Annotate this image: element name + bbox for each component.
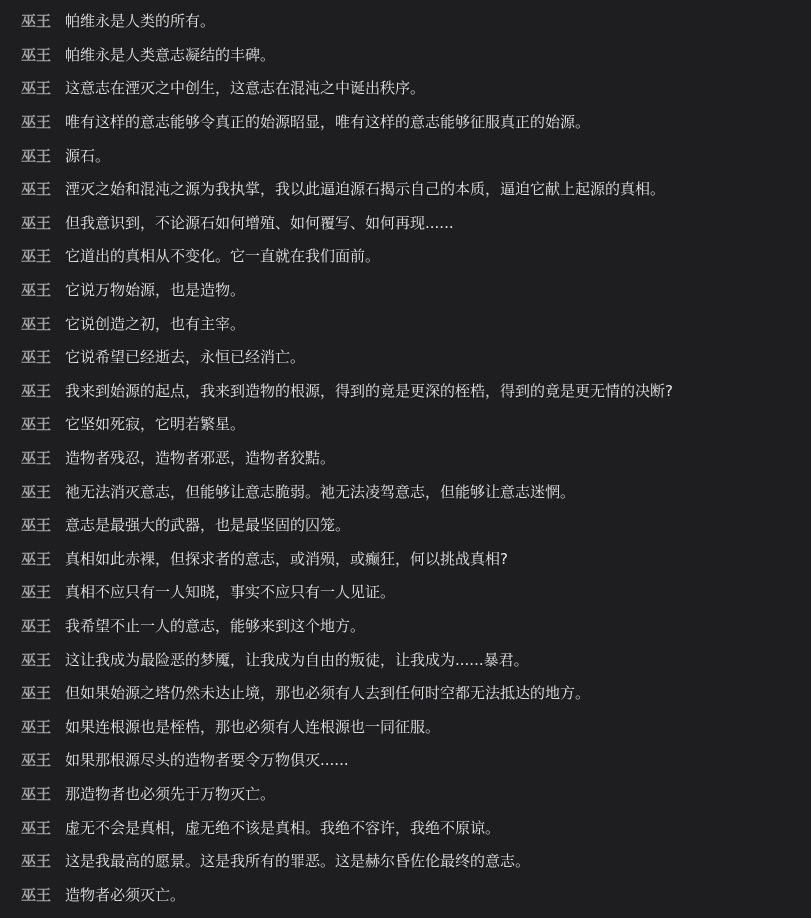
speaker-name: 巫王	[21, 213, 52, 232]
dialogue-line	[0, 441, 811, 475]
speaker-name: 巫王	[21, 549, 52, 568]
speaker-name: 巫王	[21, 852, 52, 871]
dialogue-line	[0, 709, 811, 743]
speaker-name: 巫王	[21, 314, 52, 333]
speaker-name: 巫王	[21, 516, 52, 535]
dialogue-line	[0, 38, 811, 72]
dialogue-line	[0, 877, 811, 911]
dialogue-line	[0, 777, 811, 811]
dialogue-text: 真相如此赤裸，但探求者的意志，或消殒，或癫狂，何以挑战真相?	[65, 549, 508, 568]
dialogue-line	[0, 508, 811, 542]
dialogue-line	[0, 138, 811, 172]
speaker-name: 巫王	[21, 616, 52, 635]
speaker-name: 巫王	[21, 348, 52, 367]
dialogue-text: 意志是最强大的武器，也是最坚固的囚笼。	[65, 516, 351, 535]
dialogue-text: 我来到始源的起点，我来到造物的根源，得到的竟是更深的桎梏，得到的竟是更无情的决断?	[65, 381, 673, 400]
dialogue-text: 它说万物始源，也是造物。	[65, 281, 246, 300]
dialogue-line	[0, 407, 811, 441]
dialogue-line	[0, 474, 811, 508]
dialogue-text: 真相不应只有一人知晓，事实不应只有一人见证。	[65, 583, 396, 602]
dialogue-line	[0, 105, 811, 139]
speaker-name: 巫王	[21, 684, 52, 703]
dialogue-line	[0, 172, 811, 206]
speaker-name: 巫王	[21, 449, 52, 468]
speaker-name: 巫王	[21, 482, 52, 501]
dialogue-text: 我希望不止一人的意志，能够来到这个地方。	[65, 616, 366, 635]
speaker-name: 巫王	[21, 751, 52, 770]
dialogue-text: 它说希望已经逝去，永恒已经消亡。	[65, 348, 306, 367]
dialogue-text: 造物者残忍，造物者邪恶，造物者狡黠。	[65, 449, 336, 468]
dialogue-text: 那造物者也必须先于万物灭亡。	[65, 784, 276, 803]
dialogue-text: 它坚如死寂，它明若繁星。	[65, 415, 246, 434]
dialogue-line	[0, 609, 811, 643]
dialogue-line	[0, 542, 811, 576]
dialogue-line	[0, 642, 811, 676]
dialogue-line	[0, 810, 811, 844]
dialogue-line	[0, 273, 811, 307]
speaker-name: 巫王	[21, 247, 52, 266]
speaker-name: 巫王	[21, 12, 52, 31]
speaker-name: 巫王	[21, 113, 52, 132]
dialogue-text: 帕维永是人类的所有。	[65, 12, 216, 31]
dialogue-line	[0, 374, 811, 408]
speaker-name: 巫王	[21, 281, 52, 300]
speaker-name: 巫王	[21, 583, 52, 602]
dialogue-text: 湮灭之始和混沌之源为我执掌，我以此逼迫源石揭示自己的本质，逼迫它献上起源的真相。	[65, 180, 666, 199]
dialogue-line	[0, 340, 811, 374]
dialogue-text: 唯有这样的意志能够令真正的始源昭显，唯有这样的意志能够征服真正的始源。	[65, 113, 591, 132]
dialogue-text: 这意志在湮灭之中创生，这意志在混沌之中诞出秩序。	[65, 79, 426, 98]
dialogue-text: 帕维永是人类意志凝结的丰碑。	[65, 45, 276, 64]
speaker-name: 巫王	[21, 415, 52, 434]
dialogue-line	[0, 844, 811, 878]
speaker-name: 巫王	[21, 381, 52, 400]
dialogue-text: 这是我最高的愿景。这是我所有的罪恶。这是赫尔昏佐伦最终的意志。	[65, 852, 531, 871]
dialogue-text: 祂无法消灭意志，但能够让意志脆弱。祂无法凌驾意志，但能够让意志迷惘。	[65, 482, 576, 501]
dialogue-text: 但我意识到，不论源石如何增殖、如何覆写、如何再现......	[65, 213, 454, 232]
dialogue-line	[0, 306, 811, 340]
dialogue-text: 它道出的真相从不变化。它一直就在我们面前。	[65, 247, 381, 266]
dialogue-text: 如果连根源也是桎梏，那也必须有人连根源也一同征服。	[65, 717, 441, 736]
speaker-name: 巫王	[21, 45, 52, 64]
dialogue-text: 虚无不会是真相，虚无绝不该是真相。我绝不容许，我绝不原谅。	[65, 818, 501, 837]
dialogue-text: 如果那根源尽头的造物者要令万物俱灭......	[65, 751, 349, 770]
speaker-name: 巫王	[21, 146, 52, 165]
speaker-name: 巫王	[21, 180, 52, 199]
dialogue-line	[0, 575, 811, 609]
dialogue-line	[0, 239, 811, 273]
dialogue-line	[0, 676, 811, 710]
speaker-name: 巫王	[21, 818, 52, 837]
dialogue-text: 它说创造之初，也有主宰。	[65, 314, 246, 333]
dialogue-text: 但如果始源之塔仍然未达止境，那也必须有人去到任何时空都无法抵达的地方。	[65, 684, 591, 703]
dialogue-line	[0, 71, 811, 105]
dialogue-text: 源石。	[65, 146, 111, 165]
speaker-name: 巫王	[21, 650, 52, 669]
dialogue-line	[0, 206, 811, 240]
speaker-name: 巫王	[21, 717, 52, 736]
speaker-name: 巫王	[21, 885, 52, 904]
dialogue-text: 造物者必须灭亡。	[65, 885, 186, 904]
speaker-name: 巫王	[21, 79, 52, 98]
dialogue-line	[0, 743, 811, 777]
dialogue-line	[0, 4, 811, 38]
dialogue-text: 这让我成为最险恶的梦魇，让我成为自由的叛徒，让我成为......暴君。	[65, 650, 529, 669]
speaker-name: 巫王	[21, 784, 52, 803]
